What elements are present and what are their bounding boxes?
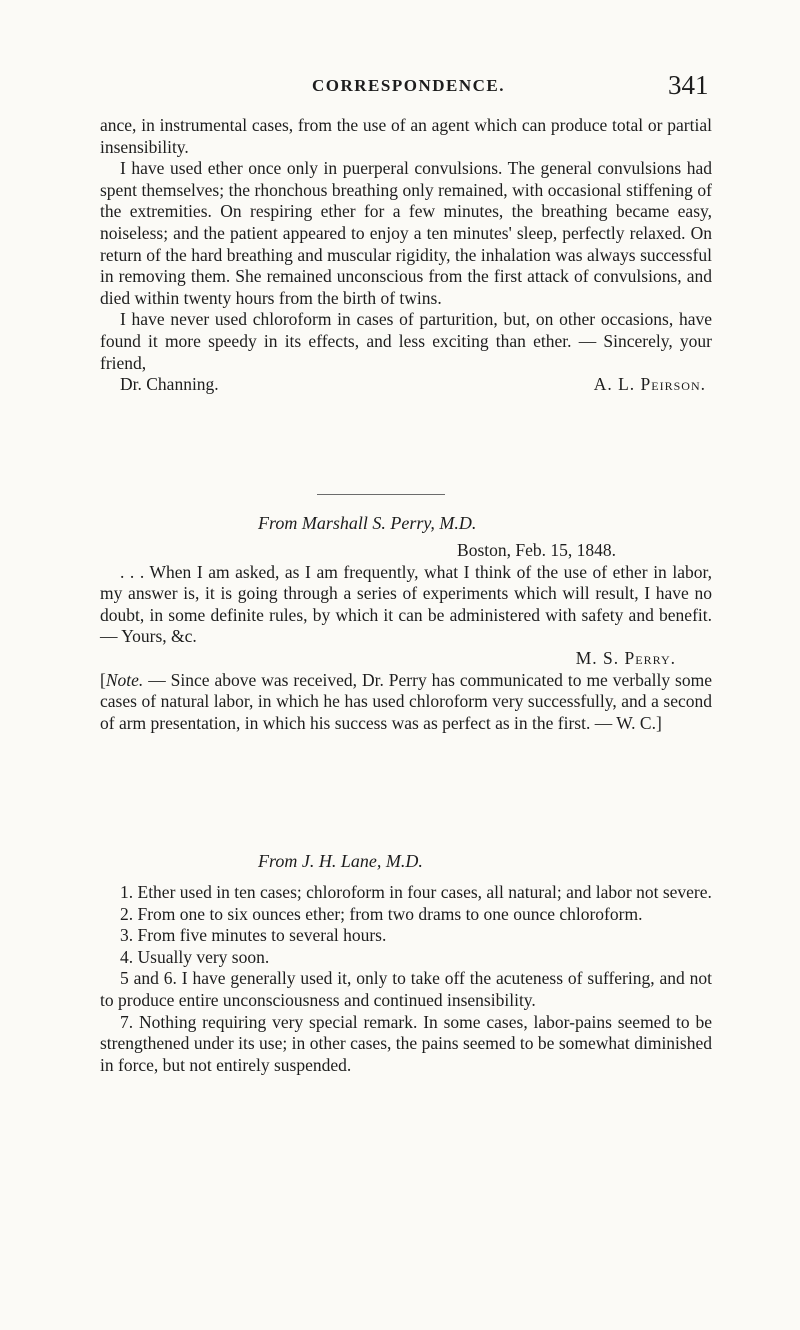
perry-letter	[100, 540, 712, 734]
list-item: 1. Ether used in ten cases; chloroform in four cases, all natural; and labor not severe.	[120, 882, 712, 902]
list-item: 2. From one to six ounces ether; from two drams to one ounce chloroform.	[120, 903, 643, 924]
list-item: 5 and 6. I have generally used it, only to take off the acuteness of suffering, and not to produce entire unconsciousness and continued insensibility.	[100, 968, 712, 1010]
peirson-letter	[100, 115, 712, 396]
paragraph: I have never used chloroform in cases of parturition, but, on other occasions, have found it more speedy in its effects, and less exciting than ether. — Sincerely, your friend,	[100, 309, 712, 373]
lane-letter	[100, 882, 712, 1076]
list-item: 4. Usually very soon.	[120, 946, 270, 967]
paragraph: I have used ether once only in puerperal convulsions. The general convulsions had spent themselves; the rhonchous breathing only remained, with occasional stiffening of the extremities. On respiring ether for a few minutes, the breathing became easy, noiseless; and the patient appeared to enjoy a ten minutes' sleep, perfectly relaxed. On return of the hard breathing and muscular rigidity, the inhalation was always successful in removing them. She remained unconscious from the first attack of convulsions, and died within twenty hours from the birth of twins.	[100, 158, 712, 308]
page-number: 341	[668, 70, 709, 100]
signature: A. L. Peirson.	[593, 374, 706, 395]
paragraph: . . . When I am asked, as I am frequently, what I think of the use of ether in labor, my answer is, it is going through a series of experiments which will result, I have no doubt, in some definite rules, by which it can be administered with safety and benefit. — Yours, &c.	[100, 561, 712, 647]
paragraph: ance, in instrumental cases, from the use of an agent which can produce total or partial insensibility.	[100, 115, 712, 157]
section-divider	[317, 494, 445, 495]
closing-row	[100, 374, 712, 396]
list-item: 7. Nothing requiring very special remark. In some cases, labor-pains seemed to be strengthened under its use; in other cases, the pains seemed to be somewhat diminished in force, but not entirely suspended.	[100, 1011, 712, 1075]
running-head: CORRESPONDENCE.	[312, 76, 505, 95]
editor-note: [Note. — Since above was received, Dr. Perry has communicated to me verbally some cases of natural labor, in which he has used chloroform very successfully, and a second of arm presentation, in which his success was as perfect as in the first. — W. C.]	[100, 669, 712, 733]
signature: M. S. Perry.	[575, 647, 676, 668]
section-heading: From J. H. Lane, M.D.	[258, 851, 423, 871]
list-item: 3. From five minutes to several hours.	[120, 925, 387, 946]
note-label: Note.	[105, 669, 144, 690]
section-heading: From Marshall S. Perry, M.D.	[258, 513, 477, 533]
note-text: — Since above was received, Dr. Perry has communicated to me verbally some cases of natural labor, in which he has used chloroform very successfully, and a second of arm presentation, in which his success was as perfect as in the first. — W. C.	[100, 669, 712, 733]
addressee: Dr. Channing.	[120, 374, 219, 395]
dateline: Boston, Feb. 15, 1848.	[457, 540, 616, 560]
